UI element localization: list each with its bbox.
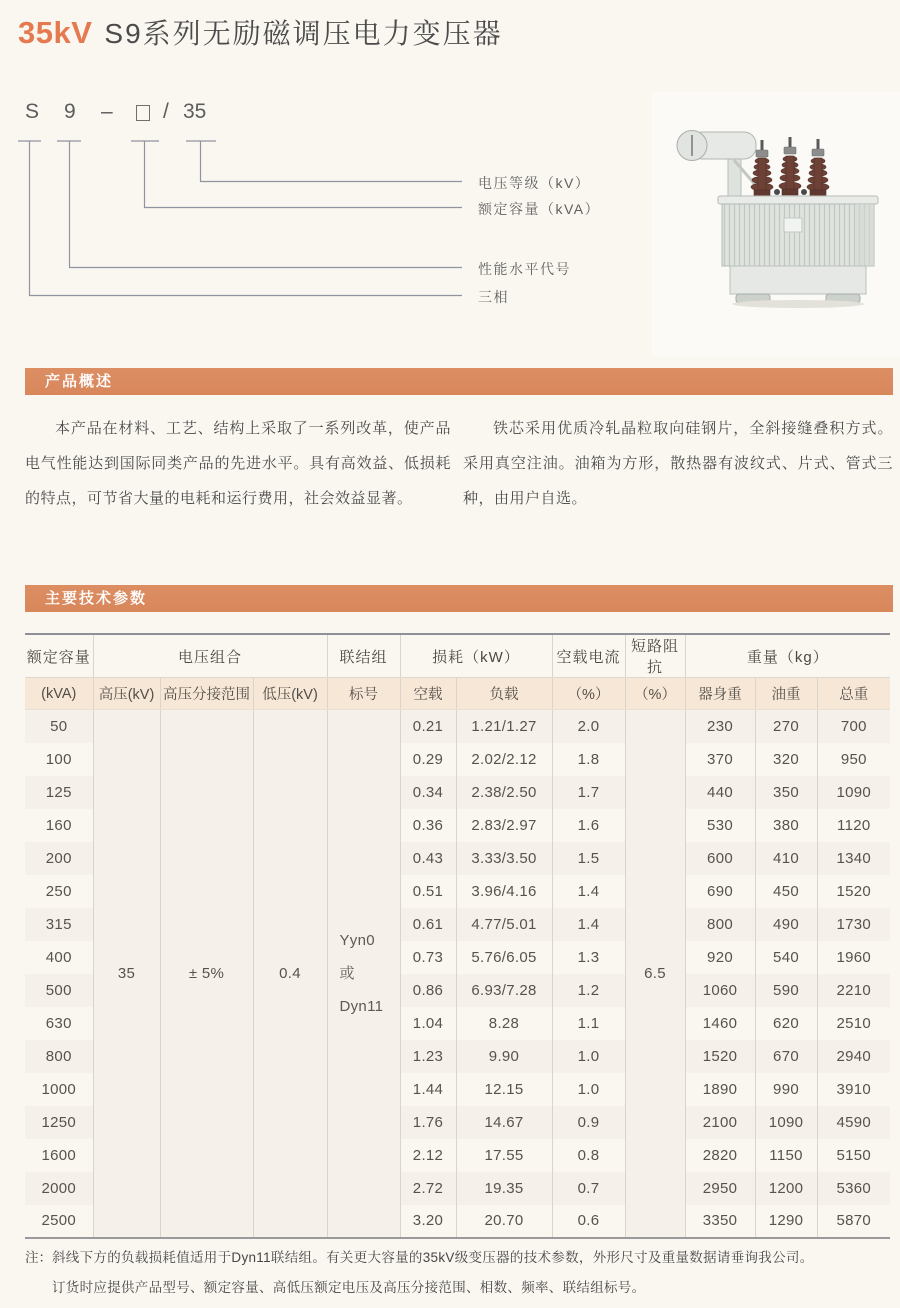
cell-kva: 2500 bbox=[25, 1205, 93, 1238]
cell-kva: 315 bbox=[25, 908, 93, 941]
cell-body-weight: 530 bbox=[685, 809, 755, 842]
cell-load-loss: 19.35 bbox=[456, 1172, 552, 1205]
footnote-line-2: 订货时应提供产品型号、额定容量、高低压额定电压及高压分接范围、相数、频率、联结组标号。 bbox=[52, 1280, 646, 1295]
cell-total-weight: 3910 bbox=[836, 1080, 872, 1098]
cell-load-loss: 6.93/7.28 bbox=[456, 974, 552, 1007]
cell-body-weight: 2100 bbox=[685, 1106, 755, 1139]
cell-no-load-loss: 0.86 bbox=[400, 974, 456, 1007]
cell-no-load-loss: 1.76 bbox=[400, 1106, 456, 1139]
cell-no-load-loss: 1.44 bbox=[400, 1073, 456, 1106]
cell-no-load-loss: 0.61 bbox=[400, 908, 456, 941]
cell-no-load-loss: 0.29 bbox=[400, 743, 456, 776]
cell-body-weight: 440 bbox=[685, 776, 755, 809]
cell-vector-group bbox=[327, 710, 400, 1238]
cell-total-weight: 5150 bbox=[836, 1146, 872, 1164]
col-no-load-current: 空载电流 bbox=[552, 634, 625, 678]
cell-total-weight: 1960 bbox=[836, 948, 872, 966]
col-losses: 损耗（kW） bbox=[400, 634, 552, 678]
cell-oil-weight: 410 bbox=[755, 842, 817, 875]
cell-load-loss: 9.90 bbox=[456, 1040, 552, 1073]
cell-load-loss: 2.38/2.50 bbox=[456, 776, 552, 809]
cell-no-load-loss: 0.34 bbox=[400, 776, 456, 809]
col-rated-capacity: 额定容量 bbox=[25, 634, 93, 678]
spec-table-head bbox=[25, 634, 890, 710]
cell-oil-weight: 490 bbox=[755, 908, 817, 941]
cell-load-loss: 5.76/6.05 bbox=[456, 941, 552, 974]
cell-no-load-current: 1.6 bbox=[552, 809, 625, 842]
cell-load-loss: 3.96/4.16 bbox=[456, 875, 552, 908]
cell-oil-weight: 380 bbox=[755, 809, 817, 842]
col-vector-group: 联结组 bbox=[327, 634, 400, 678]
cell-oil-weight: 620 bbox=[755, 1007, 817, 1040]
col-impedance-pct: （%） bbox=[625, 678, 685, 710]
cell-total-weight: 1090 bbox=[817, 776, 890, 809]
cell-no-load-loss: 2.12 bbox=[400, 1139, 456, 1172]
col-current-pct: （%） bbox=[552, 678, 625, 710]
cell-no-load-loss: 1.23 bbox=[400, 1040, 456, 1073]
vector-group-line: Yyn0 bbox=[339, 931, 375, 949]
cell-kva: 500 bbox=[25, 974, 93, 1007]
cell-no-load-current: 0.9 bbox=[552, 1106, 625, 1139]
cell-oil-weight: 350 bbox=[755, 776, 817, 809]
cell-kva: 250 bbox=[25, 875, 93, 908]
cell-total-weight: 4590 bbox=[817, 1106, 890, 1139]
cell-kva: 1600 bbox=[25, 1139, 93, 1172]
cell-no-load-loss: 3.20 bbox=[400, 1205, 456, 1238]
page-title-text: S9系列无励磁调压电力变压器 bbox=[104, 18, 503, 49]
cell-kva: 50 bbox=[25, 710, 93, 743]
cell-body-weight: 1060 bbox=[685, 974, 755, 1007]
cell-body-weight: 1890 bbox=[685, 1073, 755, 1106]
col-total-weight: 总重 bbox=[817, 678, 890, 710]
cell-oil-weight: 320 bbox=[755, 743, 817, 776]
cell-body-weight: 3350 bbox=[685, 1205, 755, 1238]
label-three-phase: 三相 bbox=[478, 289, 509, 305]
model-code-9: 9 bbox=[64, 100, 76, 123]
overview-paragraph-left: 本产品在材料、工艺、结构上采取了一系列改革，使产品电气性能达到国际同类产品的先进水平。具有高效益、低损耗的特点，可节省大量的电耗和运行费用，社会效益显著。 bbox=[25, 420, 451, 507]
cell-body-weight: 800 bbox=[685, 908, 755, 941]
overview-paragraphs bbox=[25, 411, 893, 516]
col-vector-label: 标号 bbox=[327, 678, 400, 710]
label-rated-capacity: 额定容量（kVA） bbox=[478, 201, 601, 217]
cell-oil-weight: 540 bbox=[755, 941, 817, 974]
spec-table bbox=[25, 633, 890, 1239]
overview-paragraph-right: 铁芯采用优质冷轧晶粒取向硅钢片，全斜接缝叠积方式。采用真空注油。油箱为方形，散热器有波纹式、片式、管式三种，由用户自选。 bbox=[463, 420, 893, 507]
cell-no-load-current: 2.0 bbox=[552, 710, 625, 743]
cell-no-load-loss: 2.72 bbox=[400, 1172, 456, 1205]
cell-oil-weight: 590 bbox=[755, 974, 817, 1007]
cell-total-weight: 1340 bbox=[817, 842, 890, 875]
cell-no-load-current: 1.2 bbox=[552, 974, 625, 1007]
cell-total-weight: 950 bbox=[840, 750, 867, 768]
footnote-prefix: 注： bbox=[25, 1250, 52, 1265]
col-tap-range: 高压分接范围 bbox=[160, 678, 253, 710]
cell-total-weight: 1120 bbox=[837, 816, 871, 834]
cell-kva: 400 bbox=[25, 941, 93, 974]
col-weight: 重量（kg） bbox=[685, 634, 890, 678]
bushing-icons bbox=[751, 137, 829, 196]
cell-load-loss: 3.33/3.50 bbox=[456, 842, 552, 875]
cell-no-load-current: 1.4 bbox=[552, 875, 625, 908]
col-oil-weight: 油重 bbox=[755, 678, 817, 710]
spec-table-body bbox=[25, 710, 890, 1238]
cell-load-loss: 2.02/2.12 bbox=[456, 743, 552, 776]
cell-kva: 800 bbox=[25, 1040, 93, 1073]
col-voltage-combo: 电压组合 bbox=[93, 634, 327, 678]
cell-body-weight: 370 bbox=[685, 743, 755, 776]
overview-heading: 产品概述 bbox=[45, 373, 114, 390]
cell-oil-weight: 1200 bbox=[755, 1172, 817, 1205]
vector-group-line: Dyn11 bbox=[339, 997, 384, 1015]
cell-oil-weight: 270 bbox=[755, 710, 817, 743]
cell-no-load-current: 1.1 bbox=[552, 1007, 625, 1040]
cell-kva: 160 bbox=[25, 809, 93, 842]
cell-no-load-current: 0.6 bbox=[552, 1205, 625, 1238]
col-hv: 高压(kV) bbox=[93, 678, 160, 710]
cell-tap-range: ± 5% bbox=[160, 710, 253, 1238]
footnote-lines bbox=[52, 1243, 887, 1303]
col-no-load-loss: 空载 bbox=[400, 678, 456, 710]
col-kva: (kVA) bbox=[25, 678, 93, 710]
label-voltage-grade: 电压等级（kV） bbox=[478, 175, 591, 191]
cell-body-weight: 2950 bbox=[685, 1172, 755, 1205]
cell-body-weight: 1520 bbox=[685, 1040, 755, 1073]
col-load-loss: 负载 bbox=[456, 678, 552, 710]
cell-load-loss: 12.15 bbox=[456, 1073, 552, 1106]
cell-body-weight: 2820 bbox=[685, 1139, 755, 1172]
cell-impedance: 6.5 bbox=[625, 710, 685, 1238]
footnote-line-1: 斜线下方的负载损耗值适用于Dyn11联结组。有关更大容量的35kV级变压器的技术参数，外形尺寸及重量数据请垂询我公司。 bbox=[52, 1250, 814, 1265]
cell-kva: 2000 bbox=[25, 1172, 93, 1205]
model-code-box bbox=[136, 105, 150, 121]
cell-load-loss: 17.55 bbox=[456, 1139, 552, 1172]
model-code-slash: / bbox=[163, 100, 169, 123]
cell-lv-kv: 0.4 bbox=[253, 710, 327, 1238]
cell-no-load-loss: 1.04 bbox=[400, 1007, 456, 1040]
model-code-s: S bbox=[25, 100, 40, 123]
cell-body-weight: 920 bbox=[685, 941, 755, 974]
cell-oil-weight: 1150 bbox=[755, 1139, 817, 1172]
cell-load-loss: 2.83/2.97 bbox=[456, 809, 552, 842]
page-title-voltage: 35kV bbox=[18, 15, 93, 50]
cell-total-weight: 5870 bbox=[836, 1212, 872, 1229]
cell-oil-weight: 450 bbox=[755, 875, 817, 908]
model-code-35: 35 bbox=[183, 100, 207, 123]
cell-total-weight: 2940 bbox=[817, 1040, 890, 1073]
spec-header-row-1 bbox=[25, 634, 890, 678]
cell-no-load-current: 1.0 bbox=[552, 1073, 625, 1106]
cell-total-weight: 5360 bbox=[817, 1172, 890, 1205]
cell-no-load-loss: 0.51 bbox=[400, 875, 456, 908]
cell-load-loss: 20.70 bbox=[456, 1205, 552, 1238]
cell-no-load-loss: 0.73 bbox=[400, 941, 456, 974]
cell-no-load-current: 1.3 bbox=[552, 941, 625, 974]
cell-total-weight: 700 bbox=[817, 710, 890, 743]
cell-kva: 125 bbox=[25, 776, 93, 809]
cell-no-load-loss: 0.36 bbox=[400, 809, 456, 842]
cell-no-load-current: 0.7 bbox=[552, 1172, 625, 1205]
cell-oil-weight: 670 bbox=[755, 1040, 817, 1073]
cell-no-load-current: 1.8 bbox=[552, 743, 625, 776]
cell-kva: 1250 bbox=[25, 1106, 93, 1139]
specs-section-header bbox=[25, 585, 893, 612]
cell-body-weight: 230 bbox=[685, 710, 755, 743]
cell-body-weight: 1460 bbox=[685, 1007, 755, 1040]
transformer-illustration bbox=[652, 92, 900, 357]
overview-section-header bbox=[25, 368, 893, 395]
cell-no-load-current: 0.8 bbox=[552, 1139, 625, 1172]
cell-load-loss: 14.67 bbox=[456, 1106, 552, 1139]
cell-no-load-current: 1.5 bbox=[552, 842, 625, 875]
spec-header-row-2 bbox=[25, 678, 890, 710]
cell-no-load-loss: 0.21 bbox=[400, 710, 456, 743]
cell-kva: 100 bbox=[25, 743, 93, 776]
footnote bbox=[25, 1243, 887, 1303]
specs-heading: 主要技术参数 bbox=[45, 590, 148, 607]
transformer-photo bbox=[652, 92, 900, 357]
cell-no-load-loss: 0.43 bbox=[400, 842, 456, 875]
cell-no-load-current: 1.0 bbox=[552, 1040, 625, 1073]
cell-kva: 1000 bbox=[25, 1073, 93, 1106]
cell-load-loss: 4.77/5.01 bbox=[456, 908, 552, 941]
cell-hv-kv: 35 bbox=[93, 710, 160, 1238]
cell-body-weight: 600 bbox=[685, 842, 755, 875]
cell-load-loss: 1.21/1.27 bbox=[456, 710, 552, 743]
model-code-dash: – bbox=[101, 100, 113, 123]
cell-total-weight: 2210 bbox=[817, 974, 890, 1007]
page-title bbox=[18, 12, 503, 52]
cell-kva: 200 bbox=[25, 842, 93, 875]
cell-total-weight: 1520 bbox=[836, 882, 872, 900]
col-impedance: 短路阻抗 bbox=[625, 634, 685, 678]
col-lv: 低压(kV) bbox=[253, 678, 327, 710]
label-performance-code: 性能水平代号 bbox=[478, 261, 571, 277]
cell-no-load-current: 1.7 bbox=[552, 776, 625, 809]
cell-no-load-current: 1.4 bbox=[552, 908, 625, 941]
cell-oil-weight: 1290 bbox=[755, 1205, 817, 1238]
cell-total-weight: 1730 bbox=[817, 908, 890, 941]
cell-kva: 630 bbox=[25, 1007, 93, 1040]
cell-oil-weight: 990 bbox=[755, 1073, 817, 1106]
vector-group-line: 或 bbox=[339, 964, 355, 982]
cell-body-weight: 690 bbox=[685, 875, 755, 908]
col-body-weight: 器身重 bbox=[685, 678, 755, 710]
cell-oil-weight: 1090 bbox=[755, 1106, 817, 1139]
cell-total-weight: 2510 bbox=[836, 1014, 872, 1032]
cell-load-loss: 8.28 bbox=[456, 1007, 552, 1040]
spec-row bbox=[25, 710, 890, 743]
